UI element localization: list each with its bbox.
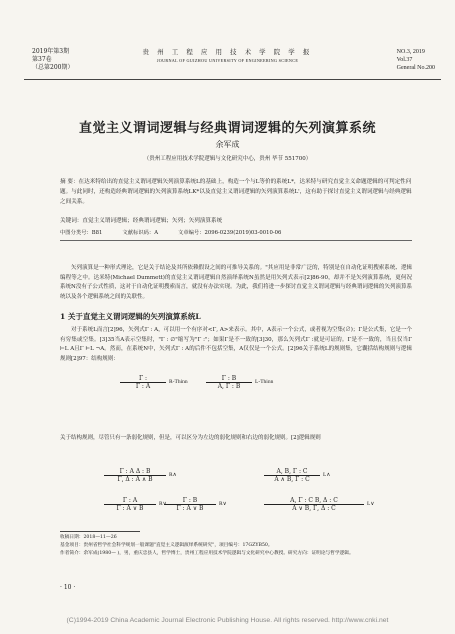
rule-conclusion: Γ : A ∨ B — [116, 505, 144, 512]
volume-en: Vol.37 — [396, 57, 413, 63]
abstract-divider — [60, 240, 412, 241]
rule-name: R∧ — [169, 472, 177, 478]
issue-no-en: NO.3, 2019 — [396, 49, 425, 55]
article-title: 直觉主义谓词逻辑与经典谓词逻辑的矢列演算系统 — [78, 121, 376, 136]
rule-premise: Γ : B — [164, 497, 216, 505]
rule-name: R∨ — [219, 501, 227, 507]
rule-conclusion: A ∨ B, Γ, Δ : C — [292, 505, 336, 512]
header-divider — [24, 79, 441, 80]
abstract: 摘 要：在达米特给出的直觉主义谓词逻辑矢列演算系统L的基础上，构造一个与L等价的系统L*，达米特与研究直觉主义命题逻辑的可判定性问题。与此同时，还构造经典谓词逻辑的矢列演算系统LK*以及直觉主义谓词逻辑的矢列演算系统L'，这有助于探讨直觉主义谓词逻辑与经典逻辑之间关系。 — [60, 179, 412, 205]
footnote-author: 作者简介：余军成(1980— )，男，重庆忠县人，哲学博士，贵州工程应用技术学院逻辑与文化研究中心教授。研究方向：证明论与哲学逻辑。 — [60, 551, 354, 557]
rule-r-and — [104, 468, 177, 483]
volume: 第37卷 — [32, 56, 52, 63]
general-number: （总第200期） — [32, 64, 74, 71]
rule-r-or-a — [104, 497, 167, 512]
rule-premise: A, Γ : C B, Δ : C — [264, 497, 364, 505]
author-affiliation: （贵州工程应用技术学院逻辑与文化研究中心，贵州 毕节 551700） — [143, 156, 312, 162]
rule-premise: Γ : A — [104, 497, 156, 505]
rule-name: L-Thinn — [255, 379, 274, 385]
copyright-footer: (C)1994-2019 China Academic Journal Electronic Publishing House. All rights reserved. http://www.cnki.net — [66, 617, 389, 624]
rule-premise: Γ : B — [206, 375, 252, 383]
general-no-en: General No.200 — [396, 65, 435, 71]
structural-rules-note: 关于结构规则，尽管只有一条弱化规则，但是，可以区分为左边的弱化规则和右边的弱化规则。[2]逻辑规则 — [60, 435, 321, 441]
rule-premise: Γ : — [120, 375, 166, 383]
footnote-divider — [60, 531, 140, 532]
intro-paragraph: 矢列演算是一种形式理论，它是关于结论及其所依赖假设之间的可推导关系的。"其应用是非常广泛的，特别是在自动化证明搜索系统、逻辑编程等之中。达米特(Michael Dummett)的直觉主义谓词逻辑自然演绎系统N虽然是用矢列式表示[2]86-90，却并不是矢列演算系统，更何况系统N没有子公式性质，这对于自动化证明搜索而言，就没有办法实现。为此，我们将进一步探讨直觉主义谓词逻辑与经典谓词逻辑的矢列演算系统以及各个逻辑系统之间的关联性。 — [60, 265, 412, 300]
classification-row — [60, 228, 412, 236]
rule-conclusion: Γ : A ∨ B — [176, 505, 204, 512]
rule-name: L∧ — [323, 472, 331, 478]
rule-r-thinn — [120, 375, 188, 390]
footnote-received: 收稿日期：2018—11—26 — [60, 535, 117, 540]
rule-l-thinn — [206, 375, 274, 390]
issue-info-right — [397, 48, 435, 72]
rule-name: R∨ — [159, 501, 167, 507]
rule-name: R-Thinn — [169, 379, 188, 385]
page-number: · 10 · — [60, 584, 76, 591]
rule-premise: Γ : A Δ : B — [104, 468, 166, 476]
keywords: 关键词：直觉主义谓词逻辑；经典谓词逻辑；矢列；矢列演算系统 — [60, 218, 223, 224]
issue-year: 2019年第3期 — [32, 48, 70, 55]
section-heading: 1 关于直觉主义谓词逻辑的矢列演算系统L — [60, 312, 201, 321]
rule-name: L∨ — [367, 501, 375, 507]
rule-l-or — [264, 497, 375, 512]
footnotes — [60, 534, 412, 559]
rule-r-or-b — [164, 497, 227, 512]
running-header — [14, 48, 441, 86]
rule-conclusion: Γ, Δ : A ∧ B — [117, 476, 153, 483]
article-author: 余军成 — [215, 140, 240, 149]
journal-name — [14, 48, 441, 64]
footnote-fund: 基金项目：贵州省哲学社会科学规划一般课题"直觉主义逻辑演绎系统研究"，项目编号：17GZYB50。 — [60, 543, 273, 549]
document-code: 文献标识码：A — [122, 230, 159, 236]
article-number: 文章编号：2096-0239(2019)03-0010-06 — [178, 230, 282, 236]
rule-conclusion: Γ : A — [135, 383, 151, 390]
rule-premise: A, B, Γ : C — [264, 468, 320, 476]
section-paragraph: 对于系统L而言[2]96，矢列式Γ : A，可以用一个有序对<Γ, A>来表示。其中，A表示一个公式，或者视为空集(∅)；Γ是公式集，它是一个有穷集或空集。[3]35当A表示空集时，"Γ : ∅"缩写为"Γ :"；如果Γ是不一致的[3]30，那么矢列式Γ :就是可证的。Γ是不一致的，当且仅当Γ ⊢L A且Γ ⊢L ¬A。然而，在系统N中，矢列式Γ : A的后件不包括空集，A仅仅是一个公式。[2]96关于系统L的规则集，它囊括结构规则与逻辑规则[2]97：结构规则： — [60, 327, 412, 362]
rule-l-and — [264, 468, 331, 483]
clc-number: 中图分类号：B81 — [60, 230, 103, 236]
rule-conclusion: A ∧ B, Γ : C — [274, 476, 310, 483]
journal-name-cn: 贵 州 工 程 应 用 技 术 学 院 学 报 — [142, 48, 313, 56]
journal-name-en: JOURNAL OF GUIZHOU UNIVERSITY OF ENGINEERING SCIENCE — [156, 58, 299, 63]
rule-conclusion: A, Γ : B — [217, 383, 241, 390]
